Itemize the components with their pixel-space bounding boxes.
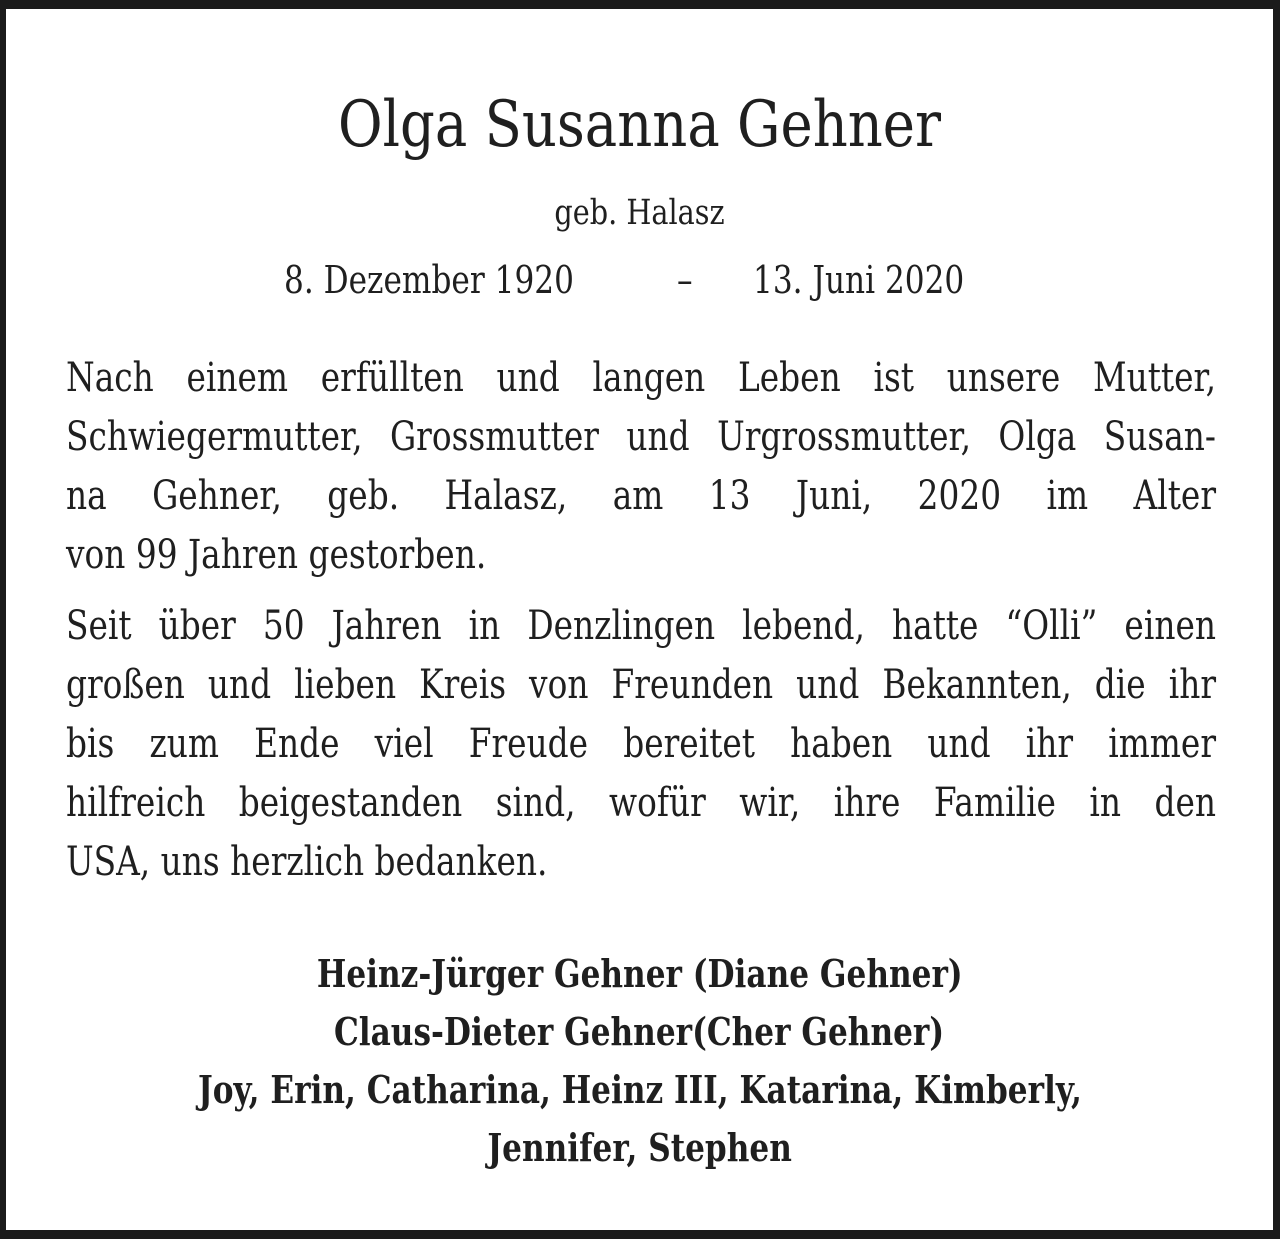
birth-date: 8. Dezember 1920 xyxy=(284,258,574,302)
signer-line: Jennifer, Stephen xyxy=(487,1125,792,1170)
text-line: USA, uns herzlich bedanken. xyxy=(66,839,548,885)
text-line: Schwiegermutter, Grossmutter und Urgrossmutter, Olga Susan- xyxy=(66,414,1217,460)
death-date: 13. Juni 2020 xyxy=(753,258,965,302)
signer-line: Heinz-Jürger Gehner (Diane Gehner) xyxy=(316,951,963,996)
signer-line: Joy, Erin, Catharina, Heinz III, Katarina, Kimberly, xyxy=(197,1067,1082,1112)
signer-line: Claus-Dieter Gehner(Cher Gehner) xyxy=(334,1009,945,1054)
paragraph-thanks xyxy=(66,597,1216,892)
text-line: Seit über 50 Jahren in Denzlingen lebend, hatte “Olli” einen xyxy=(66,603,1216,649)
life-dates xyxy=(6,257,1273,303)
maiden-name: geb. Halasz xyxy=(554,193,725,233)
text-line: bis zum Ende viel Freude bereitet haben und ihr immer xyxy=(66,721,1216,767)
text-line: Nach einem erfüllten und langen Leben ist unsere Mutter, xyxy=(66,355,1216,401)
date-separator: – xyxy=(677,258,693,302)
text-line: hilfreich beigestanden sind, wofür wir, ihre Familie in den xyxy=(66,780,1216,826)
text-line: von 99 Jahren gestorben. xyxy=(66,532,487,578)
text-line: großen und lieben Kreis von Freunden und Bekannten, die ihr xyxy=(66,662,1217,708)
text-line: na Gehner, geb. Halasz, am 13 Juni, 2020 im Alter xyxy=(66,473,1216,519)
deceased-name: Olga Susanna Gehner xyxy=(338,88,941,162)
paragraph-announcement xyxy=(66,349,1216,585)
signers-block xyxy=(6,945,1273,1177)
